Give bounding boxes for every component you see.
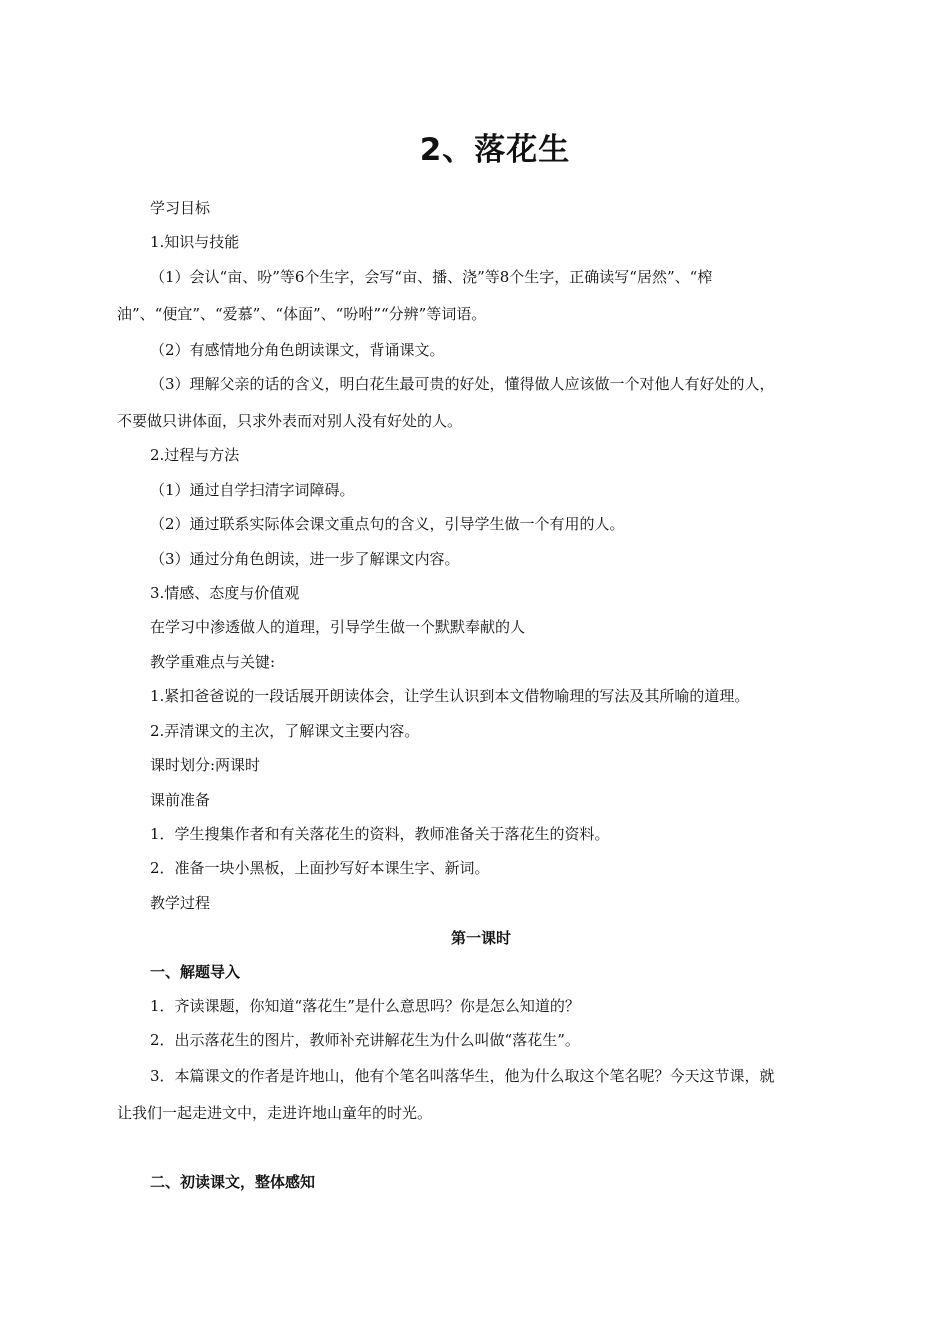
preparation-item-1: 1．学生搜集作者和有关落花生的资料，教师准备关于落花生的资料。 [150, 825, 610, 843]
knowledge-item-3-line-2: 不要做只讲体面，只求外表而对别人没有好处的人。 [117, 412, 463, 430]
section-1-item-2: 2．出示落花生的图片，教师补充讲解花生为什么叫做“落花生”。 [150, 1031, 580, 1049]
knowledge-item-1-line-1: （1）会认“亩、吩”等6个生字，会写“亩、播、浇”等8个生字，正确读写“居然”、“榨 [150, 268, 713, 286]
process-item-2: （2）通过联系实际体会课文重点句的含义，引导学生做一个有用的人。 [150, 515, 625, 533]
section-1-item-3-line-1: 3．本篇课文的作者是许地山，他有个笔名叫落华生，他为什么取这个笔名呢？今天这节课，就 [150, 1067, 775, 1085]
page-title: 2、落花生 [419, 132, 571, 168]
section-1-item-1: 1．齐读课题，你知道“落花生”是什么意思吗？你是怎么知道的？ [150, 997, 580, 1015]
process-item-3: （3）通过分角色朗读，进一步了解课文内容。 [150, 550, 460, 568]
knowledge-heading: 1.知识与技能 [150, 233, 240, 251]
process-item-1: （1）通过自学扫清字词障碍。 [150, 481, 355, 499]
key-points-heading: 教学重难点与关键: [150, 653, 276, 671]
section-1-heading: 一、解题导入 [150, 963, 241, 981]
knowledge-item-2: （2）有感情地分角色朗读课文，背诵课文。 [150, 341, 445, 359]
emotion-heading: 3.情感、态度与价值观 [150, 584, 300, 602]
section-1-item-3-line-2: 让我们一起走进文中，走进许地山童年的时光。 [117, 1104, 433, 1122]
key-point-2: 2.弄清课文的主次，了解课文主要内容。 [150, 722, 420, 740]
preparation-item-2: 2．准备一块小黑板，上面抄写好本课生字、新词。 [150, 859, 490, 877]
process-method-heading: 2.过程与方法 [150, 446, 240, 464]
section-2-heading: 二、初读课文，整体感知 [150, 1173, 316, 1191]
knowledge-item-3-line-1: （3）理解父亲的话的含义，明白花生最可贵的好处，懂得做人应该做一个对他人有好处的人， [150, 375, 775, 393]
schedule: 课时划分:两课时 [150, 756, 261, 774]
preparation-heading: 课前准备 [150, 791, 211, 809]
teaching-process-heading: 教学过程 [150, 894, 211, 912]
lesson-1-heading: 第一课时 [450, 929, 511, 947]
emotion-text: 在学习中渗透做人的道理，引导学生做一个默默奉献的人 [150, 618, 526, 636]
objectives-heading: 学习目标 [150, 199, 211, 217]
key-point-1: 1.紧扣爸爸说的一段话展开朗读体会，让学生认识到本文借物喻理的写法及其所喻的道理。 [150, 687, 750, 705]
knowledge-item-1-line-2: 油”、“便宜”、“爱慕”、“体面”、“吩咐”“分辨”等词语。 [117, 305, 487, 323]
